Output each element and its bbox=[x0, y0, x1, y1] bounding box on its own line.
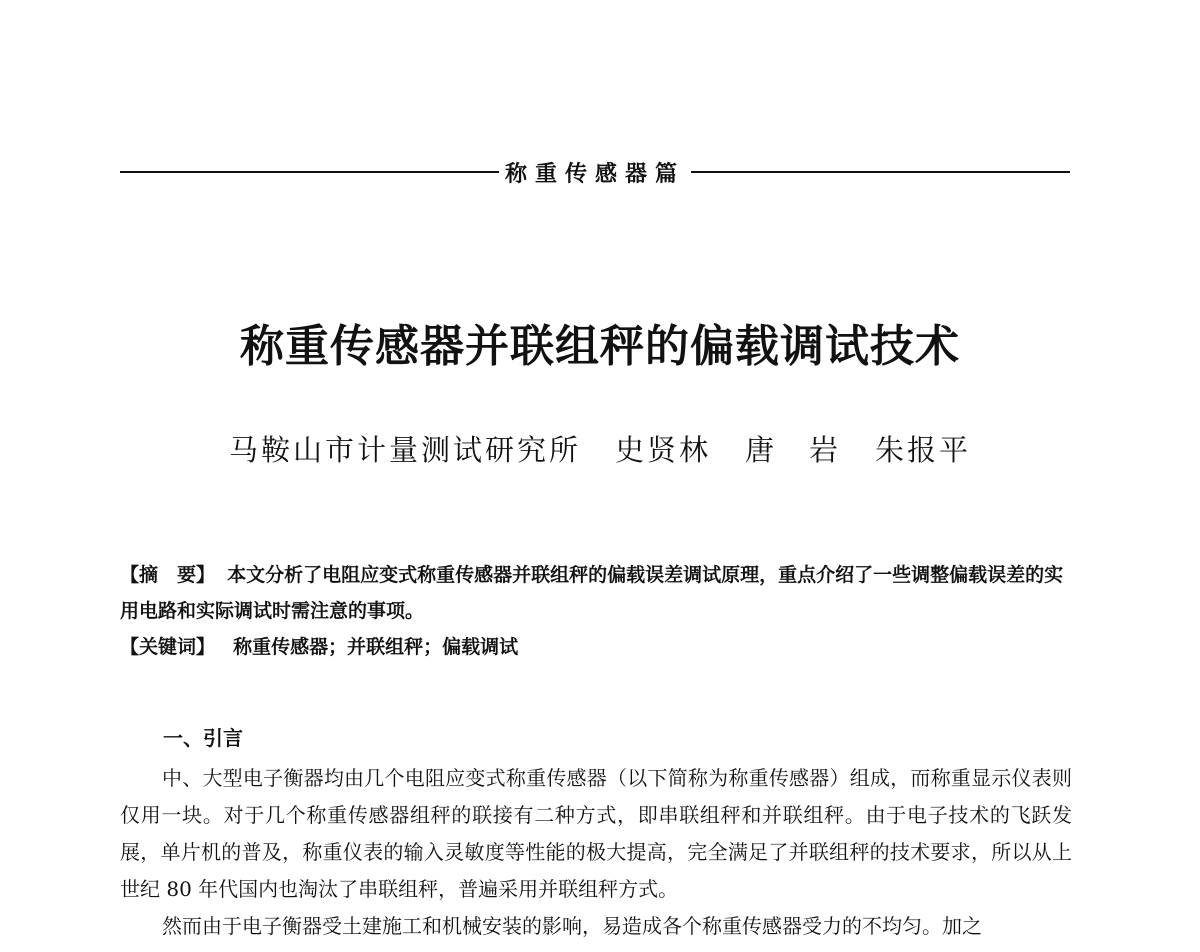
section-header bbox=[120, 150, 1070, 194]
section-heading-intro: 一、引言 bbox=[163, 726, 243, 750]
paragraph: 中、大型电子衡器均由几个电阻应变式称重传感器（以下简称为称重传感器）组成，而称重显示仪表则仅用一块。对于几个称重传感器组秤的联接有二种方式，即串联组秤和并联组秤。由于电子技术的飞跃发展，单片机的普及，称重仪表的输入灵敏度等性能的极大提高，完全满足了并联组秤的技术要求，所以从上世纪 80 年代国内也淘汰了串联组秤，普遍采用并联组秤方式。 bbox=[120, 766, 1072, 901]
paper-title: 称重传感器并联组秤的偏载调试技术 bbox=[240, 321, 960, 372]
author-3: 朱报平 bbox=[875, 433, 972, 467]
paragraph: 然而由于电子衡器受土建施工和机械安装的影响，易造成各个称重传感器受力的不均匀。加之 bbox=[162, 914, 982, 938]
keywords-label: 【关键词】 bbox=[120, 636, 216, 658]
keywords-text: 称重传感器；并联组秤；偏载调试 bbox=[233, 636, 519, 658]
section-title: 称重传感器篇 bbox=[505, 161, 686, 187]
abstract-paragraph bbox=[120, 557, 1072, 629]
left-rule bbox=[120, 171, 499, 173]
abstract-block bbox=[120, 557, 1072, 665]
institution: 马鞍山市计量测试研究所 bbox=[228, 433, 581, 467]
author-line bbox=[0, 428, 1200, 469]
right-rule bbox=[691, 171, 1070, 173]
keywords-paragraph bbox=[120, 629, 1072, 665]
abstract-label: 【摘 要】 bbox=[120, 564, 216, 586]
author-1: 史贤林 bbox=[614, 433, 711, 467]
body-text bbox=[120, 760, 1072, 945]
abstract-text: 本文分析了电阻应变式称重传感器并联组秤的偏载误差调试原理，重点介绍了一些调整偏载误差的实用电路和实际调试时需注意的事项。 bbox=[120, 564, 1064, 622]
author-2: 唐 岩 bbox=[745, 433, 842, 467]
